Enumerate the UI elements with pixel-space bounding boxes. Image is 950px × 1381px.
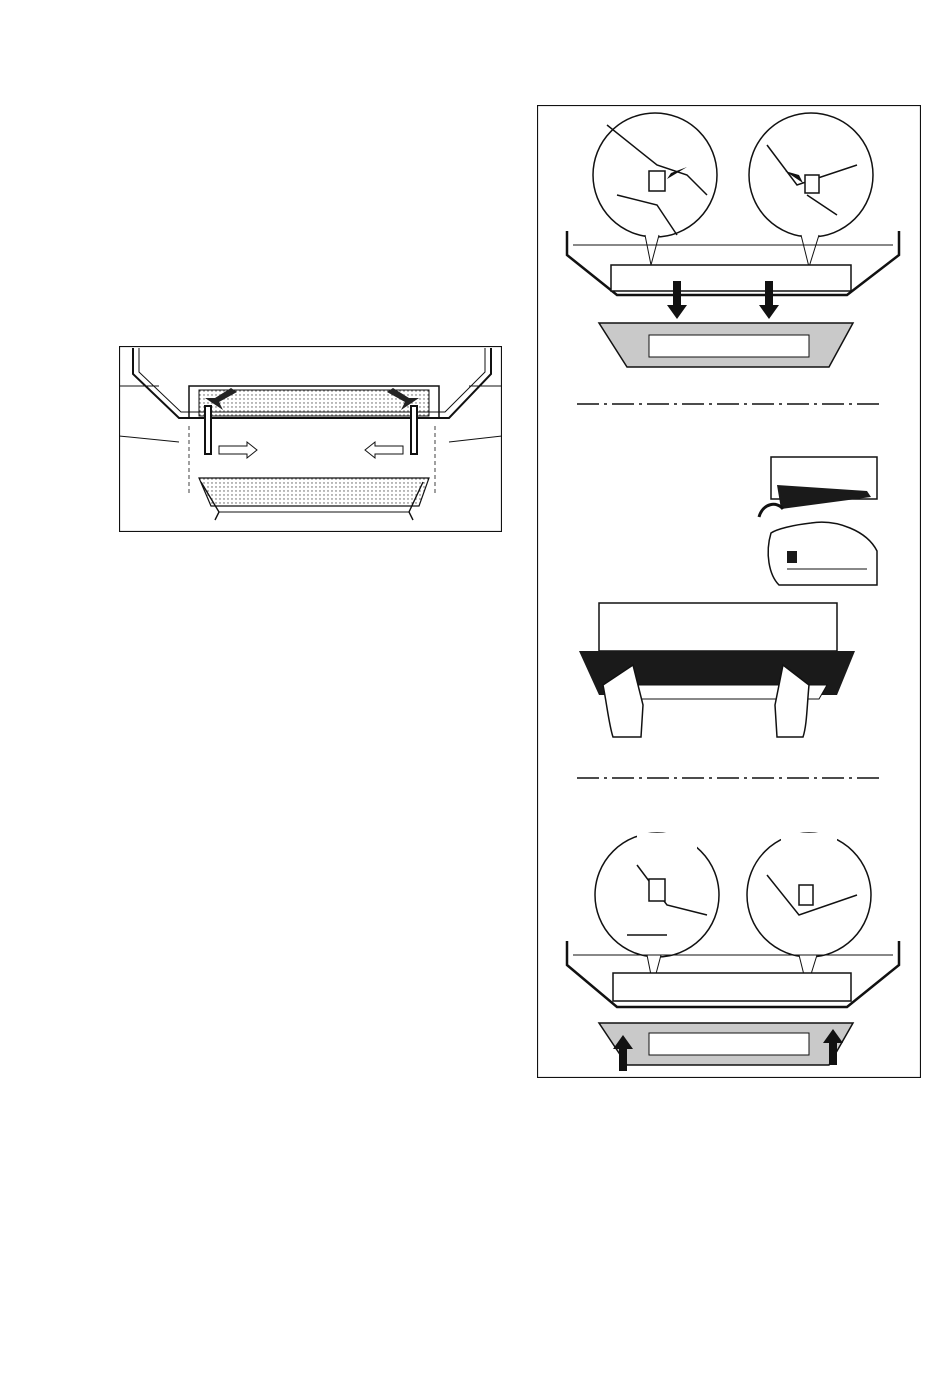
installation-steps-illustration	[537, 105, 921, 1078]
filter-removal-figure	[119, 346, 502, 532]
installation-steps-panel	[537, 105, 921, 1078]
grease-filter-illustration	[119, 346, 502, 532]
